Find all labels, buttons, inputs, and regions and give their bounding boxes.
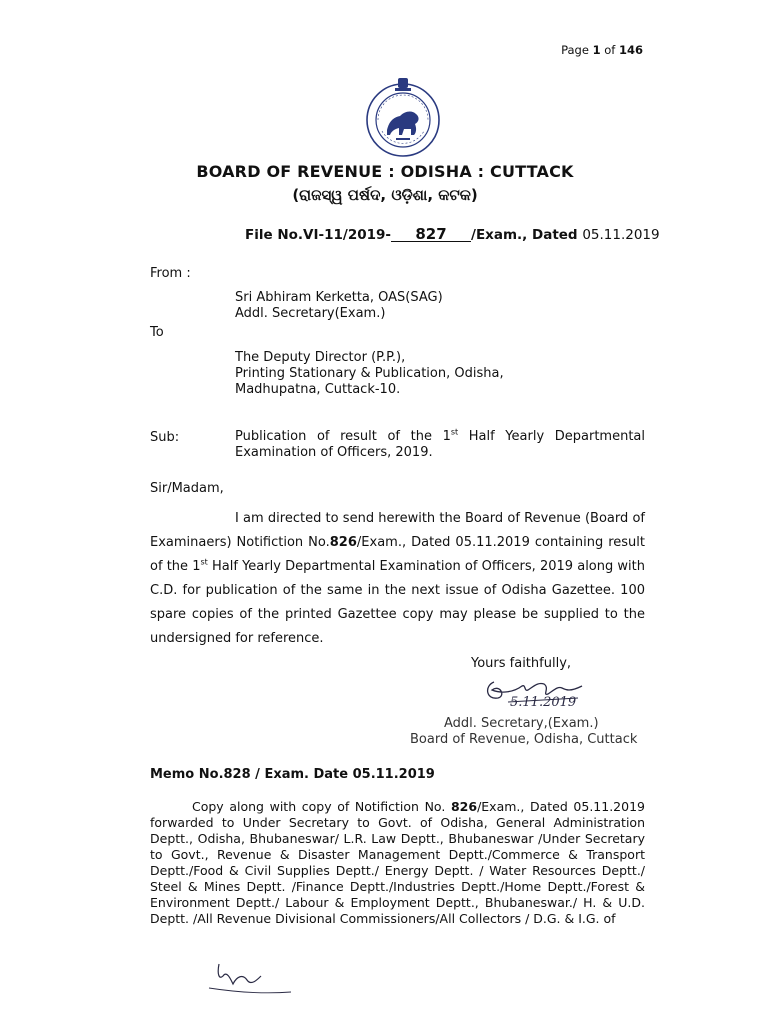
file-number-line (245, 227, 660, 243)
from-label: From : (150, 266, 191, 281)
subject-label: Sub: (150, 430, 180, 445)
page-current: 1 (592, 43, 601, 57)
from-name: Sri Abhiram Kerketta, OAS(SAG) (235, 290, 443, 305)
office-title-odia: (ରାଜସ୍ୱ ପର୍ଷଦ, ଓଡ଼ିଶା, କଟକ) (292, 186, 478, 204)
subject-text-b: Half Yearly Departmental Examination of Officers, 2019. (235, 429, 645, 460)
subject-sup: st (450, 427, 459, 437)
to-label: To (150, 325, 164, 340)
file-date: 05.11.2019 (582, 227, 660, 243)
subject-text-a: Publication of result of the 1 (235, 429, 451, 444)
odisha-emblem-icon (360, 75, 446, 161)
page-number (561, 43, 643, 57)
office-title: BOARD OF REVENUE : ODISHA : CUTTACK (196, 162, 574, 181)
signature-date: 5.11.2019 (510, 695, 577, 710)
to-line-3: Madhupatna, Cuttack-10. (235, 382, 401, 397)
yours-faithfully: Yours faithfully, (471, 656, 572, 671)
subject-text (235, 429, 645, 461)
to-line-2: Printing Stationary & Publication, Odisha, (235, 366, 504, 381)
file-suffix: /Exam., Dated (471, 227, 578, 243)
memo-heading: Memo No.828 / Exam. Date 05.11.2019 (150, 767, 435, 782)
page-label: Page (561, 43, 589, 57)
from-designation: Addl. Secretary(Exam.) (235, 306, 386, 321)
body-part-1: I am directed to send herewith the Board of Revenue (Board of Examinaers) Notifiction No. (150, 511, 645, 550)
memo-paragraph (150, 799, 645, 927)
page-total: 146 (618, 43, 643, 57)
initials-signature-icon (205, 958, 295, 998)
to-line-1: The Deputy Director (P.P.), (235, 350, 406, 365)
memo-part-1: Copy along with copy of Notifiction No. (192, 799, 451, 814)
body-part-3: Half Yearly Departmental Examination of Officers, 2019 along with C.D. for publication of the same in the next issue of Odisha Gazettee. 100 spare copies of the printed Gazettee copy may please be supplied to the undersigned for reference. (150, 559, 645, 646)
memo-notification-number: 826 (450, 799, 478, 814)
body-part-2: /Exam., Dated 05.11.2019 containing result of the 1 (150, 535, 645, 574)
salutation: Sir/Madam, (150, 481, 224, 496)
file-number: 827 (391, 227, 471, 242)
body-notification-number: 826 (329, 535, 357, 550)
signatory-office: Board of Revenue, Odisha, Cuttack (410, 732, 638, 747)
file-prefix: File No.VI-11/2019- (245, 227, 392, 243)
signatory-designation: Addl. Secretary,(Exam.) (444, 716, 599, 731)
body-sup: st (200, 557, 208, 567)
body-paragraph (150, 507, 645, 651)
page-of: of (604, 43, 616, 57)
memo-part-2: /Exam., Dated 05.11.2019 forwarded to Under Secretary to Govt. of Odisha, General Administration Deptt., Odisha, Bhubaneswar/ L.R. Law Deptt., Bhubaneswar /Under Secretary to Govt., Revenue & Disaster Management Deptt./Commerce & Transport Deptt./Food & Civil Supplies Deptt./ Energy Deptt. / Water Resources Deptt./ Steel & Mines Deptt. /Finance Deptt./Industries Deptt./Home Deptt./Forest & Environment Deptt./ Labour & Employment Deptt., Bhubaneswar./ H. & U.D. Deptt. /All Revenue Divisional Commissioners/All Collectors / D.G. & I.G. of (150, 799, 645, 926)
